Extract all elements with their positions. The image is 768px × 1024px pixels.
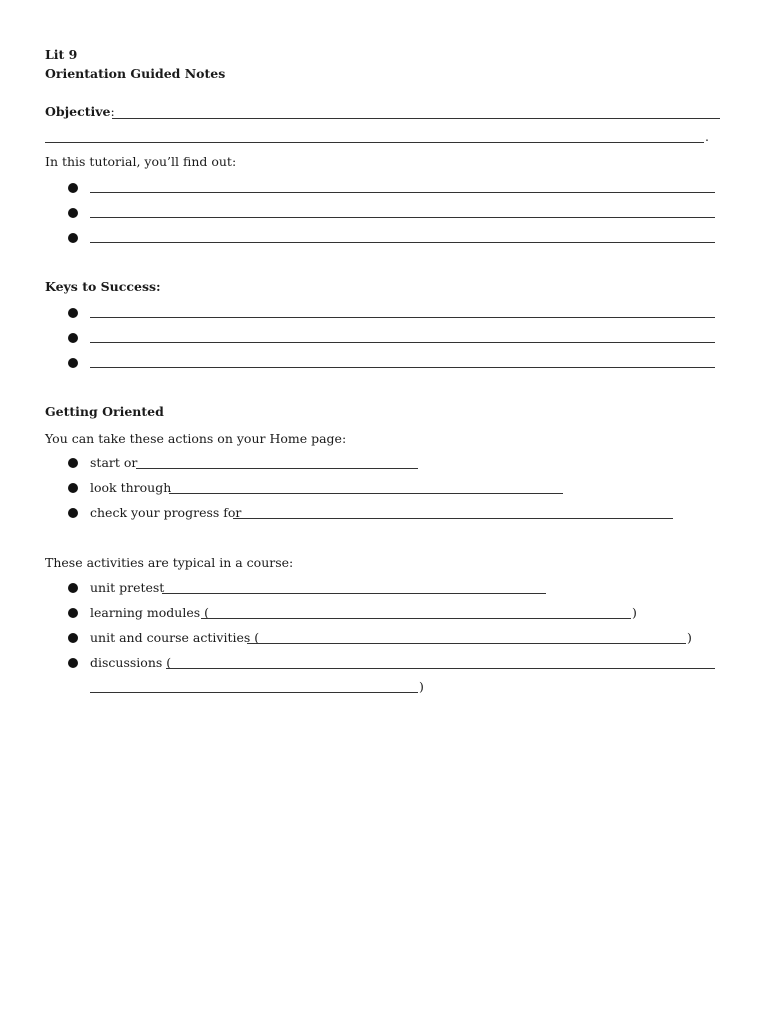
- objective-blank-2[interactable]: [45, 142, 704, 143]
- activity-item-modules: learning modules (: [90, 605, 209, 620]
- tutorial-intro: In this tutorial, you’ll find out:: [45, 154, 237, 169]
- activity-blank-modules[interactable]: [201, 618, 631, 619]
- keys-heading: Keys to Success:: [45, 279, 161, 294]
- bullet-icon: [68, 508, 78, 518]
- tutorial-blank-2[interactable]: [90, 217, 715, 218]
- objective-line: [45, 104, 115, 120]
- activity-item-discussions: discussions (: [90, 655, 172, 670]
- bullet-icon: [68, 333, 78, 343]
- objective-colon: :: [110, 104, 115, 119]
- oriented-item-look: look through: [90, 480, 172, 495]
- bullet-icon: [68, 183, 78, 193]
- tutorial-blank-3[interactable]: [90, 242, 715, 243]
- objective-label: Objective: [45, 104, 111, 119]
- activity-close-paren: ): [632, 605, 637, 620]
- activity-blank-discussions-2[interactable]: [90, 692, 418, 693]
- bullet-icon: [68, 208, 78, 218]
- keys-blank-1[interactable]: [90, 317, 715, 318]
- oriented-heading: Getting Oriented: [45, 404, 164, 419]
- bullet-icon: [68, 583, 78, 593]
- oriented-item-progress: check your progress for: [90, 505, 242, 520]
- activity-close-paren: ): [419, 679, 424, 694]
- activity-blank-unit-course[interactable]: [247, 643, 686, 644]
- keys-blank-2[interactable]: [90, 342, 715, 343]
- oriented-blank-look[interactable]: [169, 493, 563, 494]
- bullet-icon: [68, 358, 78, 368]
- page-title: Orientation Guided Notes: [45, 66, 226, 81]
- bullet-icon: [68, 308, 78, 318]
- activity-item-unit-course: unit and course activities (: [90, 630, 260, 645]
- bullet-icon: [68, 658, 78, 668]
- tutorial-blank-1[interactable]: [90, 192, 715, 193]
- objective-period: .: [705, 129, 709, 144]
- activity-close-paren: ): [687, 630, 692, 645]
- course-label: Lit 9: [45, 47, 78, 62]
- activity-item-pretest: unit pretest: [90, 580, 165, 595]
- oriented-blank-progress[interactable]: [233, 518, 673, 519]
- keys-blank-3[interactable]: [90, 367, 715, 368]
- objective-blank-1[interactable]: [112, 118, 720, 119]
- activity-blank-discussions-1[interactable]: [166, 668, 715, 669]
- bullet-icon: [68, 608, 78, 618]
- oriented-blank-start[interactable]: [136, 468, 418, 469]
- bullet-icon: [68, 233, 78, 243]
- activities-intro: These activities are typical in a course:: [45, 555, 294, 570]
- oriented-item-start: start or: [90, 455, 138, 470]
- activity-blank-pretest[interactable]: [162, 593, 546, 594]
- oriented-intro: You can take these actions on your Home page:: [45, 431, 347, 446]
- bullet-icon: [68, 458, 78, 468]
- bullet-icon: [68, 633, 78, 643]
- bullet-icon: [68, 483, 78, 493]
